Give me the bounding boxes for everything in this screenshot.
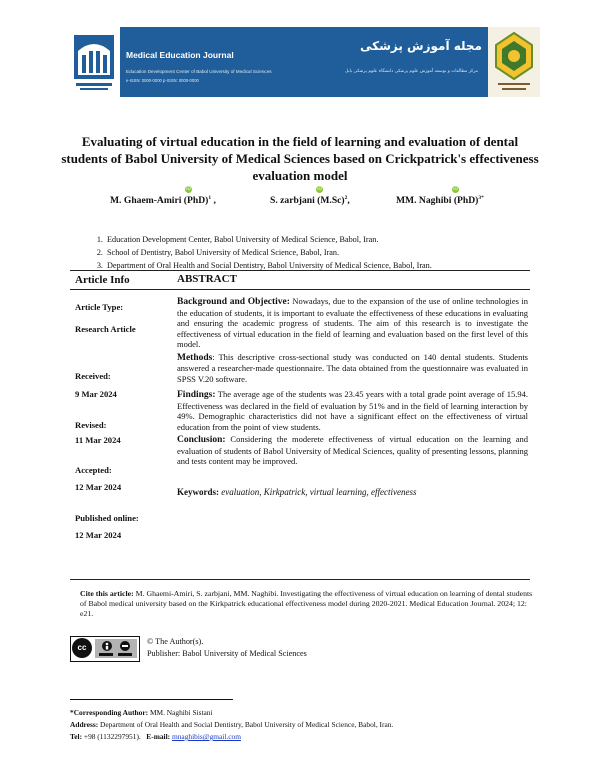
- university-logo-icon: [68, 27, 120, 97]
- contact-line: [70, 731, 393, 743]
- journal-issn: e-ISSN: 0000-0000 p-ISSN: 0000-0000: [126, 78, 199, 83]
- accepted-date: 12 Mar 2024: [75, 482, 122, 492]
- author-2: [270, 195, 350, 206]
- affiliation-list: [88, 233, 432, 272]
- revised-label: Revised:: [75, 420, 107, 430]
- abstract-background: [177, 296, 528, 350]
- tel-label: Tel:: [70, 732, 83, 741]
- abstract-heading: ABSTRACT: [177, 273, 237, 285]
- corresponding-author-label: *Corresponding Author:: [70, 708, 149, 717]
- center-logo: [488, 27, 540, 97]
- corresponding-author-name: MM. Naghibi Sistani: [148, 708, 213, 717]
- journal-name-fa: مجله آموزش پزشکی: [359, 39, 482, 53]
- abstract-findings: [177, 389, 528, 432]
- university-logo: [68, 27, 120, 97]
- cc-icon: cc: [72, 638, 92, 658]
- citation-block: [80, 589, 540, 620]
- author-1: [110, 195, 216, 206]
- article-type-value: Research Article: [75, 324, 136, 334]
- citation-text: M. Ghaemi-Amiri, S. zarbjani, MM. Naghibi. Investigating the effectiveness of virtual education on learning of dental students of Babol medical university based on the Kirkpatrick educational effectiveness model during 2020-2021. Medical Education Journal. 2024; 12: e21.: [80, 589, 533, 619]
- author-separator: ,: [347, 195, 350, 207]
- orcid-icon[interactable]: iD: [317, 187, 322, 192]
- revised-date: 11 Mar 2024: [75, 435, 121, 445]
- author-name: M. Ghaem-Amiri (PhD): [110, 195, 209, 207]
- author-affil-sup: 2: [344, 195, 348, 201]
- article-title: Evaluating of virtual education in the field of learning and evaluation of dental students of Babol University of Medical Sciences based on Crickpatrick's effectiveness evaluation model: [61, 134, 539, 183]
- methods-text: : This descriptive cross-sectional study was conducted on 140 dental students. Students answered a researcher-made questionnaire. The data obtained from the questionnaire was evaluated in SPSS V.20 software.: [177, 351, 528, 384]
- citation-label: Cite this article:: [80, 589, 134, 598]
- center-logo-icon: [488, 27, 540, 97]
- author-name: MM. Naghibi (PhD): [396, 195, 479, 207]
- section-rule-top: [70, 270, 530, 271]
- background-text: Nowadays, due to the expansion of the use of online technologies in the education of students, it is important to evaluate the effectiveness of these educations in evaluating and ensuring the academic progress of students. The aim of this research is to investigate the effectiveness of virtual education in the field of learning and evaluation based on the first level of this model.: [177, 296, 528, 349]
- affiliation-item: 1. Education Development Center, Babol University of Medical Science, Babol, Iran.: [105, 233, 432, 246]
- journal-subtitle-en: Education Development Center of Babol University of Medical Sciences: [126, 69, 272, 74]
- email-link[interactable]: mnaghibis@gmail.com: [171, 732, 241, 741]
- keywords-label: Keywords:: [177, 486, 219, 497]
- orcid-icon[interactable]: iD: [453, 187, 458, 192]
- article-info-heading: Article Info: [75, 274, 130, 286]
- publisher-line: Publisher: Babol University of Medical Sciences: [147, 649, 307, 658]
- published-date: 12 Mar 2024: [75, 530, 122, 540]
- section-rule-bottom: [70, 579, 530, 580]
- section-rule-mid: [70, 289, 530, 290]
- affiliation-item: 3. Department of Oral Health and Social Dentistry, Babol University of Medical Science, Babol, Iran.: [105, 259, 432, 272]
- received-label: Received:: [75, 371, 111, 381]
- journal-banner: [68, 27, 540, 97]
- author-affil-sup: 3*: [478, 195, 484, 201]
- findings-text: The average age of the students was 23.45 years with a total grade point average of 15.94. Effectiveness was declared in the field of evaluation by 51% and in the field of learning interaction by 49%. Demographic characteristics did not have a significant effect on the effectiveness of virtual education from the point of view students.: [177, 389, 528, 432]
- journal-subtitle-fa: مرکز مطالعات و توسعه آموزش علوم پزشکی دانشگاه علوم پزشکی بابل: [345, 69, 478, 74]
- abstract-body: [177, 296, 528, 497]
- address-text: Department of Oral Health and Social Dentistry, Babol University of Medical Science, Babol, Iran.: [98, 720, 394, 729]
- author-affil-sup: 1: [208, 195, 212, 201]
- abstract-keywords: [177, 487, 528, 498]
- abstract-methods: [177, 352, 528, 385]
- methods-label: Methods: [177, 352, 213, 363]
- received-date: 9 Mar 2024: [75, 389, 117, 399]
- cc-by-nc-icon: [95, 639, 137, 658]
- conclusion-label: Conclusion:: [177, 435, 226, 445]
- tel-value: +98 (1132297951).: [82, 732, 141, 741]
- copyright-line: © The Author(s).: [147, 637, 204, 646]
- published-label: Published online:: [75, 513, 139, 523]
- findings-label: Findings:: [177, 390, 216, 400]
- cc-attribution-icon: [95, 639, 137, 658]
- author-name: S. zarbjani (M.Sc): [270, 195, 345, 207]
- corresponding-author-block: [70, 707, 393, 743]
- cc-license-badge[interactable]: [70, 636, 140, 662]
- copyright-block: [147, 636, 307, 660]
- address-label: Address:: [70, 720, 99, 729]
- affiliation-item: 2. School of Dentistry, Babol University of Medical Science, Babol, Iran.: [105, 246, 432, 259]
- abstract-conclusion: [177, 434, 528, 467]
- journal-name-en: Medical Education Journal: [126, 50, 234, 60]
- author-3: [396, 195, 484, 206]
- email-label: E-mail:: [146, 732, 171, 741]
- article-type-label: Article Type:: [75, 302, 124, 312]
- address-line: [70, 719, 393, 731]
- author-separator: ,: [211, 195, 216, 207]
- background-label: Background and Objective:: [177, 297, 290, 307]
- corresponding-author-line: [70, 707, 393, 719]
- keywords-text: evaluation, Kirkpatrick, virtual learning, effectiveness: [219, 486, 417, 497]
- footnote-rule: [70, 699, 233, 700]
- orcid-icon[interactable]: iD: [186, 187, 191, 192]
- conclusion-text: Considering the moderete effectiveness of virtual education on the learning and evaluation of students of Babol University of Medical Sciences, quality of presenting lessons, planning and tests content may be improved.: [177, 434, 528, 466]
- accepted-label: Accepted:: [75, 465, 112, 475]
